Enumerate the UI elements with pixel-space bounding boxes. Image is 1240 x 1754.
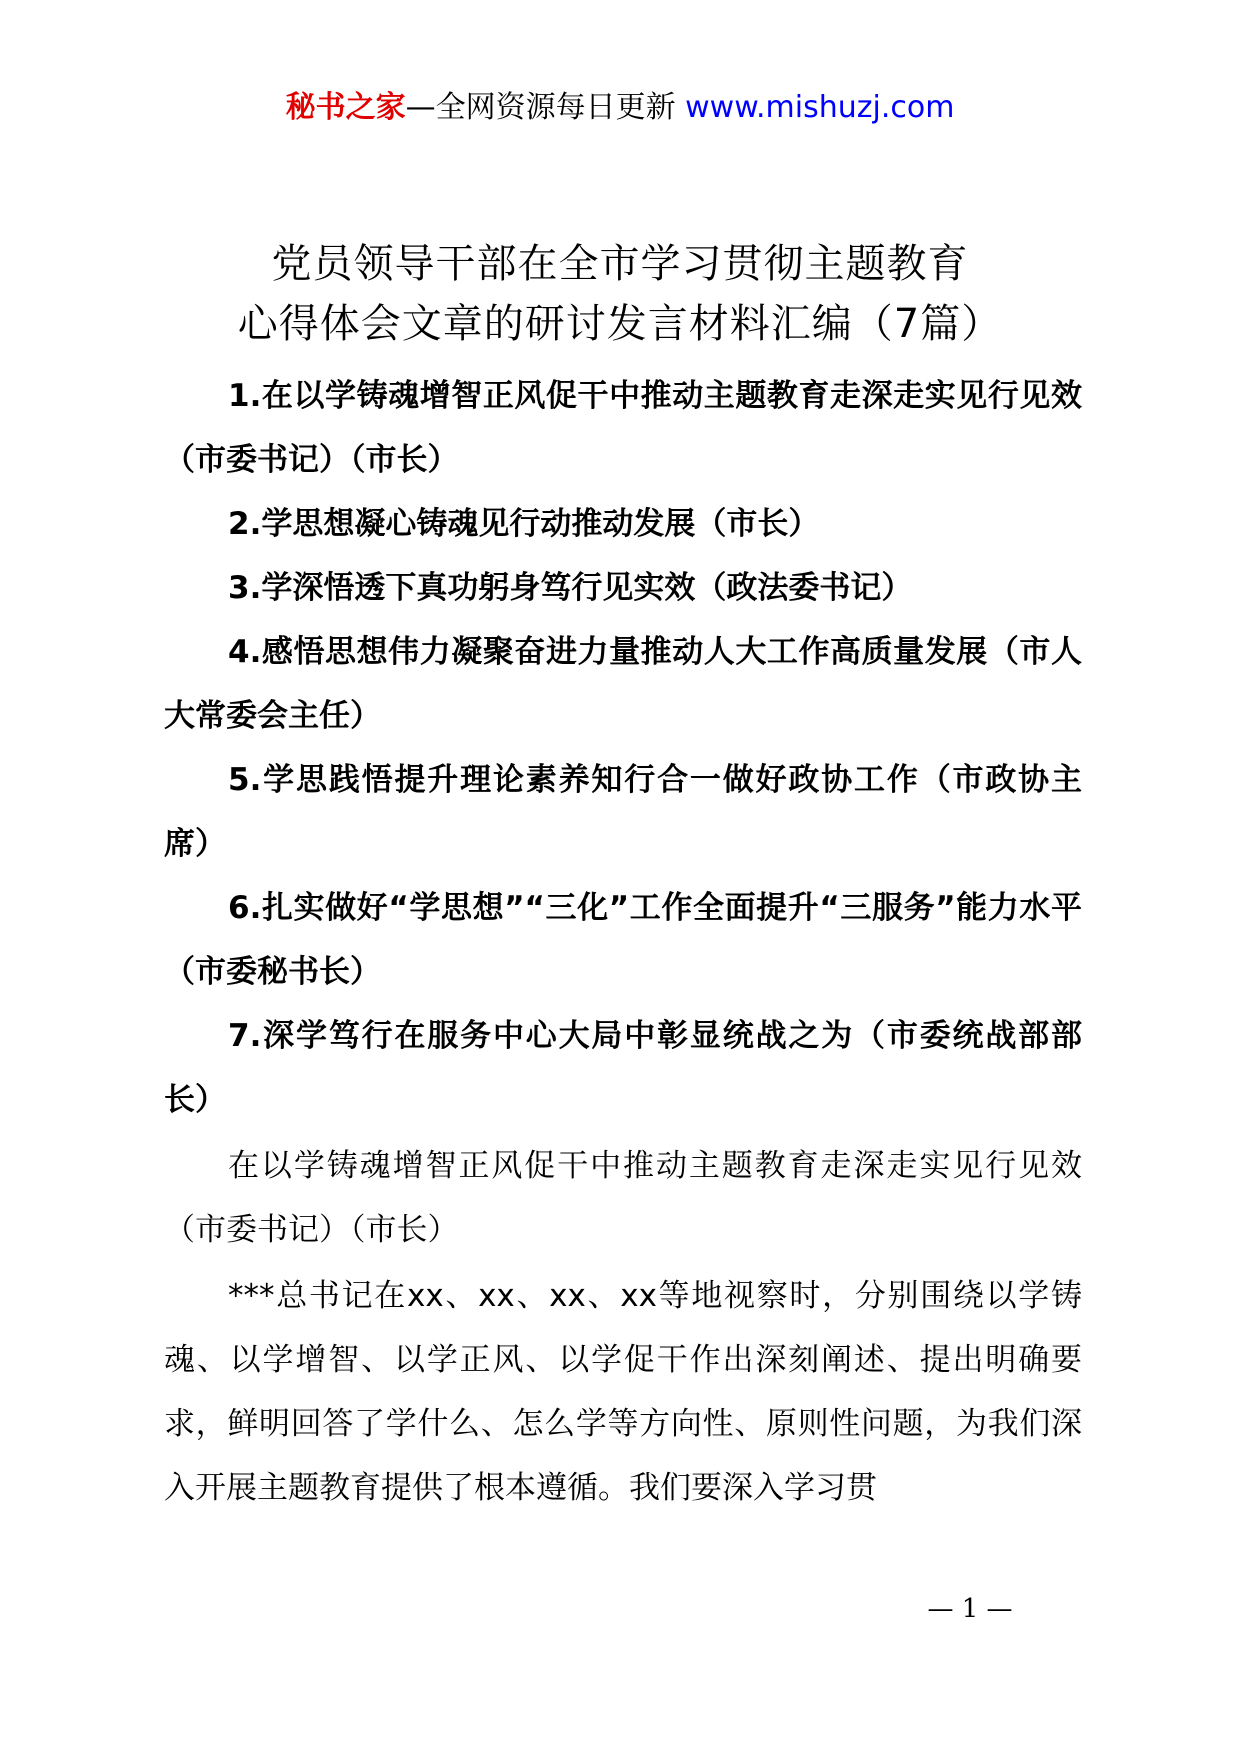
title-line-1: 党员领导干部在全市学习贯彻主题教育: [271, 241, 969, 287]
title-line-2: 心得体会文章的研讨发言材料汇编（7篇）: [237, 301, 1003, 347]
toc-item-1: 1.在以学铸魂增智正风促干中推动主题教育走深走实见行见效（市委书记）（市长）: [164, 378, 1082, 478]
site-header: [0, 88, 1240, 128]
article-title: 在以学铸魂增智正风促干中推动主题教育走深走实见行见效（市委书记）（市长）: [164, 1148, 1082, 1248]
article-paragraph: ***总书记在xx、xx、xx、xx等地视察时，分别围绕以学铸魂、以学增智、以学正风、以学促干作出深刻阐述、提出明确要求，鲜明回答了学什么、怎么学等方向性、原则性问题，为我们深入开展主题教育提供了根本遵循。我们要深入学习贯: [164, 1278, 1082, 1506]
page-number: — 1 —: [927, 1594, 1013, 1624]
document-content: [164, 364, 1082, 1520]
toc-item-5: 5.学思践悟提升理论素养知行合一做好政协工作（市政协主席）: [164, 762, 1082, 862]
site-url-link[interactable]: www.mishuzj.com: [685, 90, 955, 125]
table-of-contents: [164, 364, 1082, 1132]
site-brand: 秘书之家: [285, 90, 406, 125]
document-title: [0, 234, 1240, 354]
toc-item-3: 3.学深悟透下真功躬身笃行见实效（政法委书记）: [228, 570, 913, 606]
toc-item-7: 7.深学笃行在服务中心大局中彰显统战之为（市委统战部部长）: [164, 1018, 1082, 1118]
toc-item-4: 4.感悟思想伟力凝聚奋进力量推动人大工作高质量发展（市人大常委会主任）: [164, 634, 1082, 734]
toc-item-2: 2.学思想凝心铸魂见行动推动发展（市长）: [228, 506, 820, 542]
site-slogan: —全网资源每日更新: [405, 90, 686, 125]
toc-item-6: 6.扎实做好“学思想”“三化”工作全面提升“三服务”能力水平（市委秘书长）: [164, 890, 1082, 990]
